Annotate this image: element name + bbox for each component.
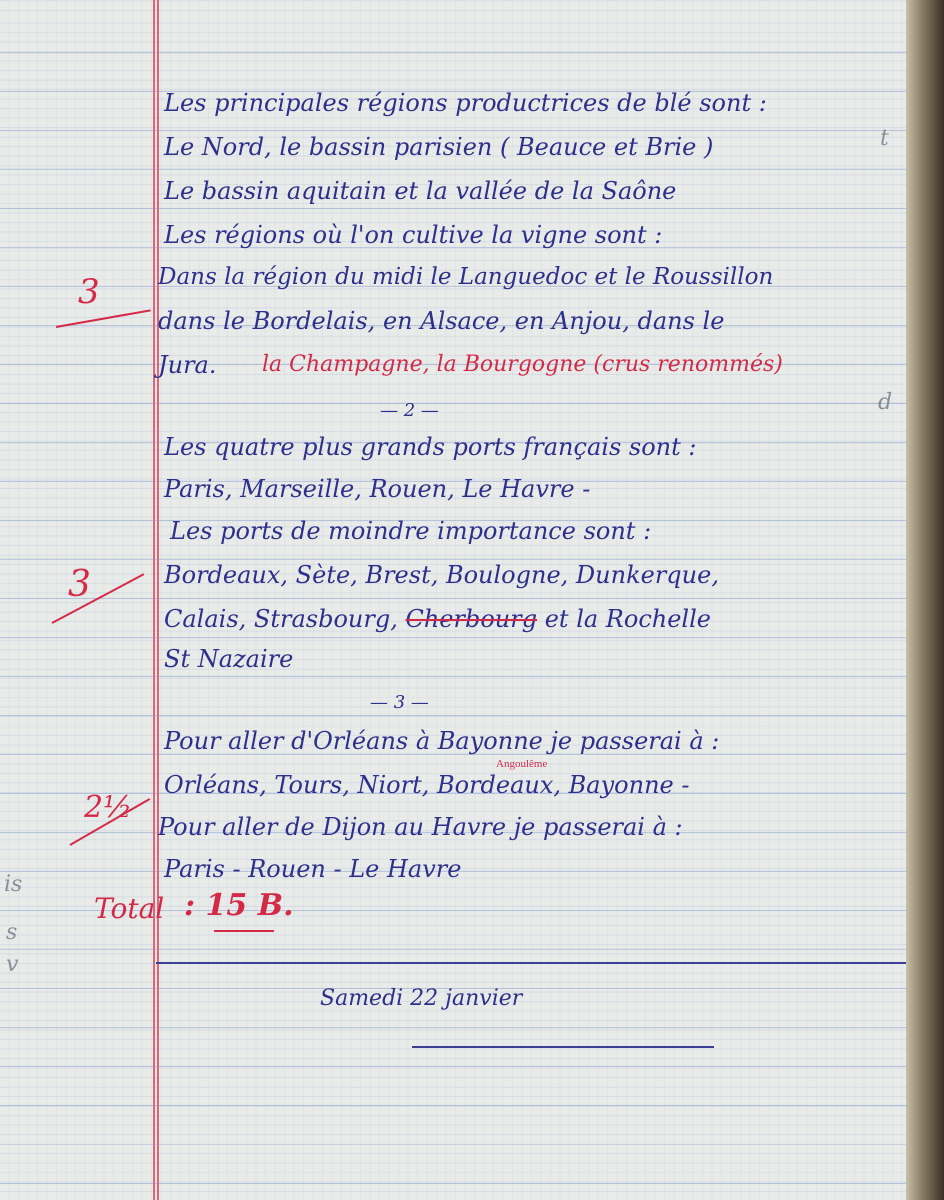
score-1: 3: [78, 272, 100, 312]
port-line-5-b: et la Rochelle: [544, 605, 711, 633]
date-underline: [412, 1046, 714, 1048]
route-line-1: Pour aller d'Orléans à Bayonne je passerai à :: [164, 727, 720, 755]
score-1-stroke: [56, 309, 151, 328]
route-line-2-a: Orléans, Tours, Niort,: [164, 771, 430, 799]
line-2: Le Nord, le bassin parisien ( Beauce et Brie ): [164, 133, 714, 161]
route-line-2: [164, 766, 689, 804]
line-7: Jura.: [158, 351, 217, 379]
line-1: Les principales régions productrices de blé sont :: [164, 89, 767, 117]
section-end-rule: [156, 962, 906, 964]
route-line-2-b: Bordeaux, Bayonne -: [436, 771, 690, 799]
line-3: Le bassin aquitain et la vallée de la Saône: [164, 177, 677, 205]
bleed-mark: is: [4, 872, 23, 897]
line-4: Les régions où l'on cultive la vigne sont :: [164, 221, 663, 249]
bleed-mark: d: [878, 390, 893, 415]
score-3: 2½: [84, 790, 133, 825]
route-line-4: Paris - Rouen - Le Havre: [164, 855, 462, 883]
bleed-mark: t: [880, 126, 889, 151]
separator-3: — 3 —: [370, 692, 429, 713]
margin-line-inner: [157, 0, 159, 1200]
total-value: : 15 B.: [184, 888, 294, 923]
total-underline: [214, 930, 274, 932]
port-line-2: Paris, Marseille, Rouen, Le Havre -: [164, 475, 591, 503]
port-line-4: Bordeaux, Sète, Brest, Boulogne, Dunkerque,: [164, 561, 719, 589]
insertion-angouleme: Angoulême: [496, 758, 548, 770]
correction-crus: la Champagne, la Bourgogne (crus renommés): [262, 352, 783, 377]
separator-2: — 2 —: [380, 400, 439, 421]
port-line-5-a: Calais, Strasbourg,: [164, 605, 398, 633]
port-line-1: Les quatre plus grands ports français sont :: [164, 433, 697, 461]
port-line-6: St Nazaire: [164, 645, 294, 673]
port-line-3: Les ports de moindre importance sont :: [170, 517, 652, 545]
line-6: dans le Bordelais, en Alsace, en Anjou, dans le: [158, 307, 725, 335]
margin-line: [153, 0, 155, 1200]
port-line-5: [164, 600, 711, 638]
score-2-stroke: [52, 573, 145, 624]
total-label: Total: [94, 892, 165, 925]
date-heading: Samedi 22 janvier: [320, 986, 523, 1011]
route-line-3: Pour aller de Dijon au Havre je passerai à :: [158, 813, 683, 841]
score-2: 3: [68, 564, 91, 605]
bleed-mark: v: [6, 952, 19, 977]
line-5: Dans la région du midi le Languedoc et le Roussillon: [158, 264, 774, 290]
bleed-mark: s: [6, 920, 18, 945]
notebook-edge: [906, 0, 944, 1200]
struck-word: Cherbourg: [405, 605, 538, 633]
